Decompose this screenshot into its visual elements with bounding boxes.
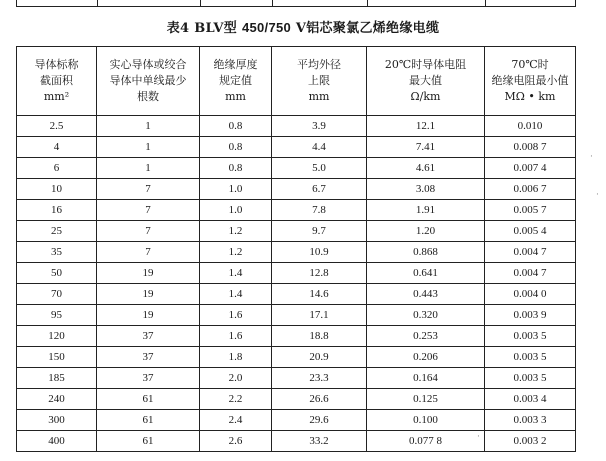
column-header-line: 最大值 [409, 74, 442, 87]
cell-conductor-resistance: 1.91 [367, 200, 485, 221]
cell-insulation-thickness: 1.4 [200, 263, 272, 284]
header-row [17, 47, 576, 116]
cell-nominal-area: 95 [17, 305, 97, 326]
cell-insulation-thickness: 2.2 [200, 389, 272, 410]
cell-max-outer-diameter: 3.9 [272, 116, 367, 137]
scan-speck: · [590, 152, 593, 162]
table-row [17, 305, 576, 326]
column-header-line: Ω/km [410, 90, 441, 103]
column-header-line: 根数 [137, 90, 159, 103]
table-row [17, 137, 576, 158]
cell-insulation-resistance: 0.003 5 [485, 347, 576, 368]
column-header-conductor-resistance [367, 47, 485, 116]
cell-min-wire-count: 61 [97, 431, 200, 452]
cell-conductor-resistance: 0.164 [367, 368, 485, 389]
table-row [17, 431, 576, 452]
cell-insulation-resistance: 0.008 7 [485, 137, 576, 158]
cell-nominal-area: 50 [17, 263, 97, 284]
cell-min-wire-count: 61 [97, 389, 200, 410]
cell-insulation-thickness: 1.2 [200, 242, 272, 263]
cell-max-outer-diameter: 33.2 [272, 431, 367, 452]
cell-insulation-resistance: 0.003 5 [485, 326, 576, 347]
cell-insulation-resistance: 0.004 7 [485, 242, 576, 263]
cell-insulation-resistance: 0.007 4 [485, 158, 576, 179]
cell-insulation-thickness: 2.0 [200, 368, 272, 389]
cell-min-wire-count: 19 [97, 284, 200, 305]
column-header-max-outer-diameter [272, 47, 367, 116]
cell-conductor-resistance: 0.100 [367, 410, 485, 431]
cell-nominal-area: 400 [17, 431, 97, 452]
cell-conductor-resistance: 1.20 [367, 221, 485, 242]
column-header-insulation-resistance [485, 47, 576, 116]
cable-spec-table [16, 46, 576, 452]
cell-insulation-thickness: 2.4 [200, 410, 272, 431]
cell-insulation-resistance: 0.003 5 [485, 368, 576, 389]
table-row [17, 263, 576, 284]
cell-nominal-area: 300 [17, 410, 97, 431]
cell-insulation-resistance: 0.003 9 [485, 305, 576, 326]
table-body [17, 116, 576, 452]
cell-min-wire-count: 7 [97, 221, 200, 242]
cell-insulation-resistance: 0.003 2 [485, 431, 576, 452]
cell-nominal-area: 4 [17, 137, 97, 158]
cell-max-outer-diameter: 14.6 [272, 284, 367, 305]
table-row [17, 347, 576, 368]
table-row [17, 284, 576, 305]
cell-min-wire-count: 37 [97, 368, 200, 389]
table-row [17, 368, 576, 389]
cell-max-outer-diameter: 12.8 [272, 263, 367, 284]
scan-speck: · [596, 190, 599, 200]
cell-insulation-thickness: 0.8 [200, 137, 272, 158]
cell-conductor-resistance: 3.08 [367, 179, 485, 200]
table-row [17, 158, 576, 179]
cell-insulation-resistance: 0.006 7 [485, 179, 576, 200]
cell-min-wire-count: 1 [97, 116, 200, 137]
column-header-line: mm² [43, 90, 70, 103]
cell-nominal-area: 25 [17, 221, 97, 242]
cell-max-outer-diameter: 17.1 [272, 305, 367, 326]
cell-conductor-resistance: 12.1 [367, 116, 485, 137]
column-header-nominal-area [17, 47, 97, 116]
cell-nominal-area: 70 [17, 284, 97, 305]
column-header-line: 绝缘厚度 [213, 58, 258, 71]
cell-insulation-thickness: 1.0 [200, 179, 272, 200]
cell-min-wire-count: 7 [97, 242, 200, 263]
cell-insulation-thickness: 0.8 [200, 116, 272, 137]
table-row [17, 116, 576, 137]
cable-description: V铝芯聚氯乙烯绝缘电缆 [295, 21, 440, 36]
cell-conductor-resistance: 0.206 [367, 347, 485, 368]
cell-nominal-area: 16 [17, 200, 97, 221]
cable-type: BLV型 [194, 21, 238, 36]
cell-conductor-resistance: 0.443 [367, 284, 485, 305]
table-row [17, 242, 576, 263]
cell-max-outer-diameter: 5.0 [272, 158, 367, 179]
cell-max-outer-diameter: 6.7 [272, 179, 367, 200]
cell-conductor-resistance: 0.077 8 [367, 431, 485, 452]
column-header-line: 截面积 [40, 74, 73, 87]
cell-insulation-resistance: 0.003 4 [485, 389, 576, 410]
cell-nominal-area: 10 [17, 179, 97, 200]
cell-nominal-area: 6 [17, 158, 97, 179]
cell-nominal-area: 2.5 [17, 116, 97, 137]
column-header-line: 绝缘电阻最小值 [491, 74, 569, 87]
column-header-line: 规定值 [219, 74, 252, 87]
column-header-line: MΩ • km [504, 90, 556, 103]
cell-insulation-resistance: 0.010 [485, 116, 576, 137]
cell-max-outer-diameter: 10.9 [272, 242, 367, 263]
table-number: 表4 [166, 21, 190, 36]
column-header-line: 平均外径 [297, 58, 341, 71]
cell-min-wire-count: 7 [97, 179, 200, 200]
cell-max-outer-diameter: 29.6 [272, 410, 367, 431]
column-header-min-wire-count [97, 47, 200, 116]
cell-max-outer-diameter: 9.7 [272, 221, 367, 242]
table-row [17, 179, 576, 200]
cell-insulation-thickness: 1.2 [200, 221, 272, 242]
cell-min-wire-count: 37 [97, 347, 200, 368]
cell-conductor-resistance: 0.125 [367, 389, 485, 410]
column-header-line: 导体中单线最少 [109, 74, 187, 87]
cell-conductor-resistance: 0.320 [367, 305, 485, 326]
cell-insulation-resistance: 0.003 3 [485, 410, 576, 431]
cell-insulation-thickness: 1.6 [200, 326, 272, 347]
cell-nominal-area: 150 [17, 347, 97, 368]
table-row [17, 326, 576, 347]
table-row [17, 221, 576, 242]
table-title [0, 17, 606, 36]
cell-conductor-resistance: 4.61 [367, 158, 485, 179]
cell-insulation-thickness: 1.8 [200, 347, 272, 368]
cell-nominal-area: 185 [17, 368, 97, 389]
cell-insulation-resistance: 0.005 7 [485, 200, 576, 221]
cell-insulation-resistance: 0.005 4 [485, 221, 576, 242]
cell-max-outer-diameter: 4.4 [272, 137, 367, 158]
cell-max-outer-diameter: 26.6 [272, 389, 367, 410]
cell-nominal-area: 240 [17, 389, 97, 410]
table-row [17, 410, 576, 431]
cell-insulation-thickness: 2.6 [200, 431, 272, 452]
scan-speck: · [477, 432, 480, 442]
cell-max-outer-diameter: 20.9 [272, 347, 367, 368]
cell-insulation-resistance: 0.004 7 [485, 263, 576, 284]
cell-min-wire-count: 1 [97, 137, 200, 158]
cell-insulation-thickness: 1.6 [200, 305, 272, 326]
cell-nominal-area: 35 [17, 242, 97, 263]
cell-max-outer-diameter: 18.8 [272, 326, 367, 347]
cell-conductor-resistance: 0.868 [367, 242, 485, 263]
cell-min-wire-count: 19 [97, 263, 200, 284]
column-header-line: 上限 [308, 74, 330, 87]
cell-insulation-thickness: 1.0 [200, 200, 272, 221]
column-header-insulation-thickness [200, 47, 272, 116]
cell-nominal-area: 120 [17, 326, 97, 347]
cell-conductor-resistance: 0.253 [367, 326, 485, 347]
cell-insulation-thickness: 1.4 [200, 284, 272, 305]
voltage-rating: 450/750 [241, 20, 292, 35]
table-row [17, 200, 576, 221]
column-header-line: 导体标称 [34, 58, 79, 71]
column-header-line: 20℃时导体电阻 [384, 58, 467, 71]
cell-min-wire-count: 7 [97, 200, 200, 221]
column-header-line: 实心导体或绞合 [109, 58, 187, 71]
cell-insulation-thickness: 0.8 [200, 158, 272, 179]
table-row [17, 389, 576, 410]
cell-min-wire-count: 1 [97, 158, 200, 179]
cell-min-wire-count: 19 [97, 305, 200, 326]
cell-insulation-resistance: 0.004 0 [485, 284, 576, 305]
cell-conductor-resistance: 7.41 [367, 137, 485, 158]
cell-min-wire-count: 61 [97, 410, 200, 431]
previous-table-bottom-edge [16, 0, 576, 7]
cell-max-outer-diameter: 23.3 [272, 368, 367, 389]
column-header-line: mm [308, 90, 330, 103]
cell-conductor-resistance: 0.641 [367, 263, 485, 284]
column-header-line: mm [225, 90, 246, 103]
cell-min-wire-count: 37 [97, 326, 200, 347]
column-header-line: 70℃时 [511, 58, 549, 71]
cell-max-outer-diameter: 7.8 [272, 200, 367, 221]
